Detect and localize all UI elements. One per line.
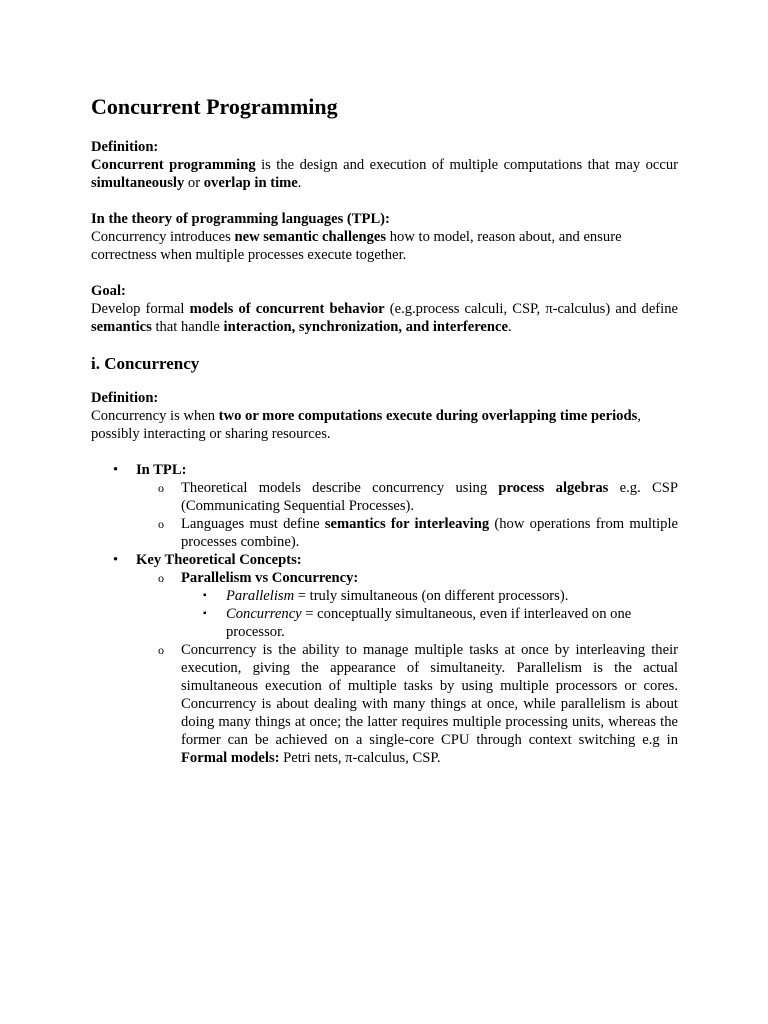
- bullet-list: [91, 461, 678, 767]
- goal-paragraph: Develop formal models of concurrent behavior (e.g.process calculi, CSP, π-calculus) and define semantics that handle interaction, synchronization, and interference.: [91, 301, 678, 335]
- sub-list-key-concepts: [136, 569, 678, 767]
- sub-list-in-tpl: [136, 479, 678, 551]
- list-item-concurrency: ▪ Concurrency = conceptually simultaneous, even if interleaved on one processor.: [203, 606, 632, 640]
- list-item-concurrency-explanation: o Concurrency is the ability to manage multiple tasks at once by interleaving their execution, giving the appearance of simultaneity. Parallelism is the actual simultaneous execution of multiple tasks by using multiple processors or cores. Concurrency is about dealing with many things at once, while parallelism is about doing many things at once; the latter requires multiple processing units, whereas the former can be achieved on a single-core CPU through context switching e.g in Formal models: Petri nets, π-calculus, CSP.: [158, 642, 678, 766]
- section-heading-concurrency: i. Concurrency: [91, 354, 200, 373]
- bullet-icon: •: [113, 552, 119, 568]
- list-item-key-concepts: • Key Theoretical Concepts: o Parallelism vs Concurrency: ▪ Parallelism = truly simultaneous (on different processors). ▪ Concurrency = conceptually simultaneous, even if interleaved on one processor. o Concurrency is the ability to manage multiple tasks at once by interleaving their execution, giving the appearance of simultaneity. Parallelism is the actual simultaneous execution of multiple tasks by using multiple processors or cores. Concurrency is about dealing with many things at once, while parallelism is about doing many things at once; the latter requires multiple processing units, whereas the former can be achieved on a single-core CPU through context switching e.g in Formal models: Petri nets, π-calculus, CSP.: [113, 552, 678, 766]
- sub-sub-list: [181, 587, 678, 641]
- document-title: Concurrent Programming: [91, 94, 338, 119]
- list-item-interleaving: o Languages must define semantics for interleaving (how operations from multiple processes combine).: [158, 516, 678, 550]
- definition-label: Definition:: [91, 139, 159, 155]
- list-item-in-tpl: • In TPL: o Theoretical models describe concurrency using process algebras e.g. CSP (Communicating Sequential Processes). o Languages must define semantics for interleaving (how operations from multiple processes combine).: [113, 462, 678, 550]
- circle-bullet-icon: o: [158, 643, 164, 657]
- square-bullet-icon: ▪: [203, 590, 207, 601]
- bullet-icon: •: [113, 462, 119, 478]
- section-definition-label: Definition:: [91, 390, 159, 406]
- section-definition-paragraph: Concurrency is when two or more computations execute during overlapping time periods, possibly interacting or sharing resources.: [91, 408, 641, 442]
- tpl-paragraph: Concurrency introduces new semantic challenges how to model, reason about, and ensure correctness when multiple processes execute together.: [91, 229, 622, 263]
- definition-paragraph: Concurrent programming is the design and execution of multiple computations that may occur simultaneously or overlap in time.: [91, 157, 678, 191]
- list-item-parallelism-vs-concurrency: o Parallelism vs Concurrency: ▪ Parallelism = truly simultaneous (on different processors). ▪ Concurrency = conceptually simultaneous, even if interleaved on one processor.: [136, 569, 678, 641]
- list-item-parallelism: ▪ Parallelism = truly simultaneous (on different processors).: [203, 588, 569, 604]
- document-page: [91, 93, 678, 767]
- goal-label: Goal:: [91, 283, 126, 299]
- tpl-label: In the theory of programming languages (TPL):: [91, 211, 390, 227]
- circle-bullet-icon: o: [158, 571, 164, 585]
- square-bullet-icon: ▪: [203, 608, 207, 619]
- list-item-process-algebras: o Theoretical models describe concurrency using process algebras e.g. CSP (Communicating Sequential Processes).: [158, 480, 678, 514]
- circle-bullet-icon: o: [158, 481, 164, 495]
- circle-bullet-icon: o: [158, 517, 164, 531]
